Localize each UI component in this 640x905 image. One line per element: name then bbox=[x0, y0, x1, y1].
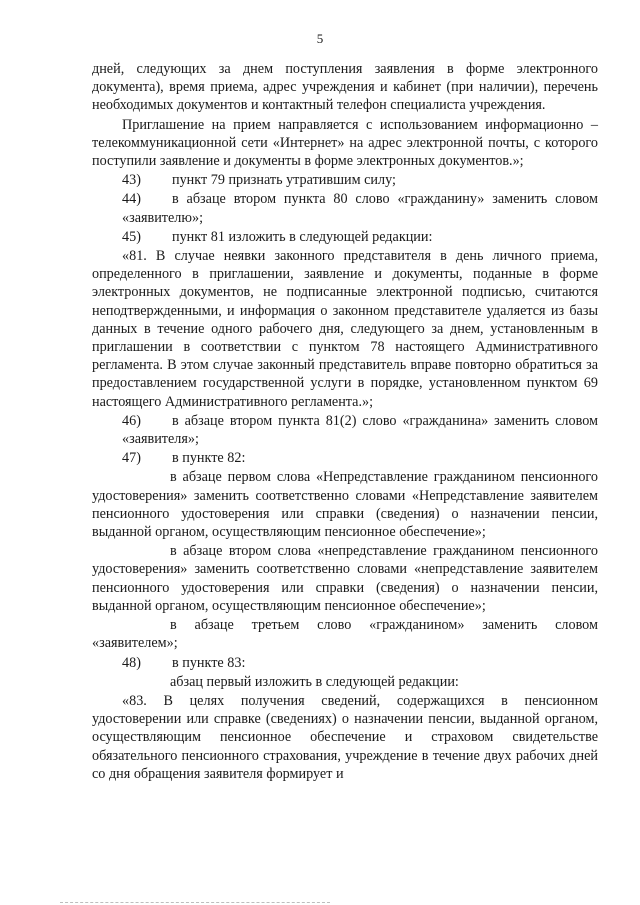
paragraph-item-81: «81. В случае неявки законного представителя в день личного приема, определенного в приглашении, заявление и документы, поданные в форме электронных документов, не подписанные электронной подписью, считаются неподтвержденными, и информация о законном представителе удаляется из базы данных в течение одного рабочего дня, следующего за днем, установленным в приглашении в соответствии с пунктом 78 настоящего Административного регламента. В этом случае законный представитель вправе повторно обратиться за предоставлением государственной услуги в порядке, установленном пунктом 69 настоящего Административного регламента.»; bbox=[92, 248, 598, 410]
paragraph-second-abzac: в абзаце втором слова «непредставление гражданином пенсионного удостоверения» заменить соответственно словами «непредставление заявителем пенсионного удостоверения или справки (сведения) о назначении пенсии, выданной органом, осуществляющим пенсионное обеспечение»; bbox=[92, 543, 598, 614]
item-number: 43) bbox=[122, 172, 141, 189]
list-item-46 bbox=[92, 412, 598, 448]
list-item-47 bbox=[92, 449, 598, 467]
page-number: 5 bbox=[316, 31, 324, 46]
item-number: 45) bbox=[122, 228, 141, 245]
paragraph-first-abzac: в абзаце первом слова «Непредставление гражданином пенсионного удостоверения» заменить соответственно словами «Непредставление заявителем пенсионного удостоверения или справки (сведения) о назначении пенсии, выданной органом, осуществляющим пенсионное обеспечение»; bbox=[92, 469, 598, 541]
paragraph-continuation: дней, следующих за днем поступления заявления в форме электронного документа), время приема, адрес учреждения и кабинет (при наличии), перечень необходимых документов и контактный телефон специалиста учреждения. bbox=[92, 61, 598, 114]
item-text: в пункте 83: bbox=[172, 654, 246, 671]
item-text: пункт 81 изложить в следующей редакции: bbox=[172, 228, 433, 245]
paragraph-item-83: «83. В целях получения сведений, содержащихся в пенсионном удостоверении или справке (сведениях) о назначении пенсии, выданной органом, осуществляющим пенсионное обеспечение и страховом свидетельстве обязательного пенсионного страхования, учреждение в течение двух рабочих дней со дня обращения заявителя формирует и bbox=[92, 692, 598, 782]
item-number: 48) bbox=[122, 654, 141, 671]
paragraph-invitation: Приглашение на прием направляется с использованием информационно – телекоммуникационной сети «Интернет» на адрес электронной почты, с которого поступили заявление и документы в форме электронных документов.»; bbox=[92, 116, 598, 170]
document-body bbox=[92, 60, 598, 784]
list-item-48 bbox=[92, 654, 598, 672]
paragraph-new-edition: абзац первый изложить в следующей редакции: bbox=[170, 673, 459, 690]
item-text: в абзаце втором пункта 80 слово «гражданину» заменить словом «заявителю»; bbox=[122, 191, 598, 226]
list-item-43 bbox=[92, 171, 598, 189]
paragraph-third-abzac: в абзаце третьем слово «гражданином» заменить словом «заявителем»; bbox=[92, 617, 598, 652]
item-number: 46) bbox=[122, 412, 141, 429]
item-text: пункт 79 признать утратившим силу; bbox=[172, 172, 396, 189]
item-text: в пункте 82: bbox=[172, 450, 246, 467]
list-item-44 bbox=[92, 190, 598, 226]
item-number: 47) bbox=[122, 450, 141, 467]
list-item-45 bbox=[92, 228, 598, 246]
item-text: в абзаце втором пункта 81(2) слово «гражданина» заменить словом «заявителя»; bbox=[122, 412, 598, 448]
item-number: 44) bbox=[122, 191, 141, 208]
scan-artifact-line bbox=[60, 900, 330, 903]
